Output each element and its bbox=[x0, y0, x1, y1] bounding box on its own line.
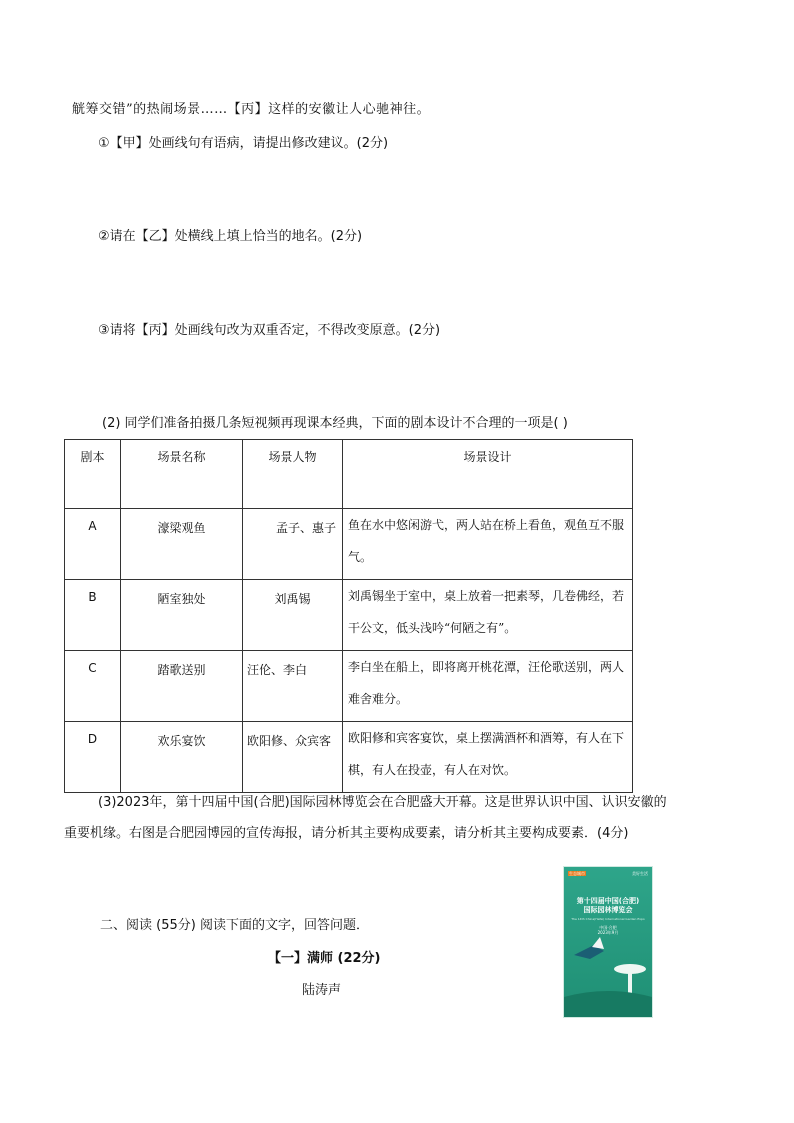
table-header: 场景名称 bbox=[121, 440, 243, 509]
row-id: C bbox=[65, 651, 121, 722]
poster-place: 中国·合肥 bbox=[599, 925, 617, 930]
table-header: 剧本 bbox=[65, 440, 121, 509]
row-name: 陋室独处 bbox=[121, 580, 243, 651]
question-part-2: (2) 同学们准备拍摄几条短视频再现课本经典，下面的剧本设计不合理的一项是( ) bbox=[102, 416, 568, 431]
question-2: ②请在【乙】处横线上填上恰当的地名。(2分) bbox=[98, 229, 363, 244]
row-name: 濠梁观鱼 bbox=[121, 509, 243, 580]
question-3: ③请将【丙】处画线句改为双重否定，不得改变原意。(2分) bbox=[98, 323, 441, 338]
article-subtitle: 【一】满师 (22分) bbox=[268, 951, 381, 966]
row-design: 刘禹锡坐于室中，桌上放着一把素琴，几卷佛经，若干公文，低头浅吟“何陋之有”。 bbox=[343, 580, 633, 651]
article-author: 陆涛声 bbox=[302, 983, 342, 998]
poster-tag-left: 生态城市 bbox=[569, 871, 585, 876]
row-design: 欧阳修和宾客宴饮，桌上摆满酒杯和酒筹，有人在下棋，有人在投壶，有人在对饮。 bbox=[343, 722, 633, 793]
row-people: 汪伦、李白 bbox=[243, 651, 343, 722]
table-header: 场景人物 bbox=[243, 440, 343, 509]
section-heading: 二、阅读 (55分) 阅读下面的文字，回答问题． bbox=[100, 918, 369, 933]
row-people: 欧阳修、众宾客 bbox=[243, 722, 343, 793]
expo-poster bbox=[563, 866, 653, 1018]
table-row bbox=[65, 580, 633, 651]
row-design: 李白坐在船上，即将离开桃花潭，汪伦歌送别，两人难舍难分。 bbox=[343, 651, 633, 722]
poster-title-line1: 第十四届中国(合肥) bbox=[576, 897, 640, 905]
poster-title-line2: 国际园林博览会 bbox=[583, 906, 633, 914]
question-1: ①【甲】处画线句有语病，请提出修改建议。(2分) bbox=[98, 136, 389, 151]
text-top-line: 觥筹交错”的热闹场景……【丙】这样的安徽让人心驰神往。 bbox=[72, 102, 431, 117]
question-part-3-line2: 重要机缘。右图是合肥园博园的宣传海报，请分析其主要构成要素，请分析其主要构成要素．(4分) bbox=[64, 826, 629, 841]
script-table bbox=[64, 439, 633, 793]
poster-date: 2023年9月 bbox=[597, 930, 619, 935]
poster-subtitle-en: The 14th China(Hefei) International Garden Expo bbox=[571, 917, 645, 921]
table-row bbox=[65, 651, 633, 722]
row-name: 欢乐宴饮 bbox=[121, 722, 243, 793]
row-people: 孟子、惠子 bbox=[243, 509, 343, 580]
row-design: 鱼在水中悠闲游弋，两人站在桥上看鱼，观鱼互不服气。 bbox=[343, 509, 633, 580]
row-people: 刘禹锡 bbox=[243, 580, 343, 651]
table-row bbox=[65, 509, 633, 580]
poster-illustration bbox=[564, 867, 652, 1017]
table-header: 场景设计 bbox=[343, 440, 633, 509]
row-id: A bbox=[65, 509, 121, 580]
row-id: B bbox=[65, 580, 121, 651]
question-part-3-line1: (3)2023年，第十四届中国(合肥)国际园林博览会在合肥盛大开幕。这是世界认识中国、认识安徽的 bbox=[98, 795, 667, 810]
row-name: 踏歌送别 bbox=[121, 651, 243, 722]
row-id: D bbox=[65, 722, 121, 793]
table-header-row bbox=[65, 440, 633, 509]
poster-tag-right: 美好生活 bbox=[632, 871, 648, 876]
table-row bbox=[65, 722, 633, 793]
